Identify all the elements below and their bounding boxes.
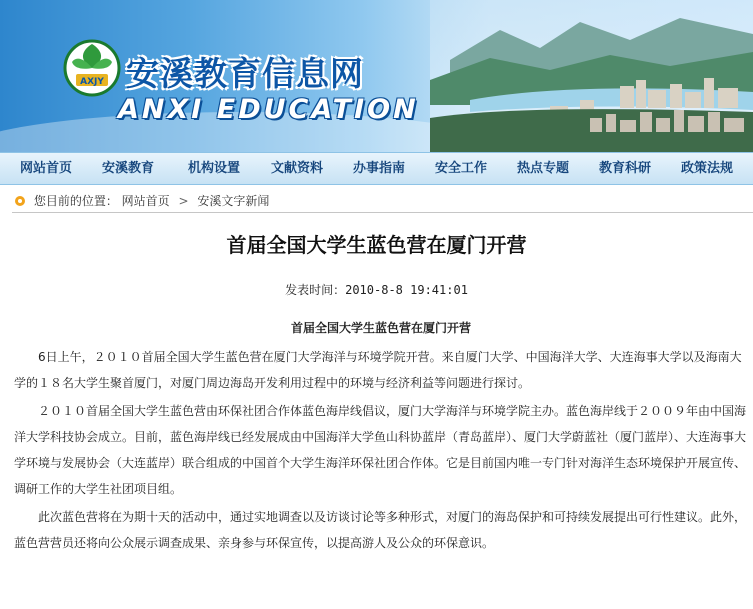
article-title: 首届全国大学生蓝色营在厦门开营 — [226, 233, 527, 257]
nav-item-documents[interactable]: 文献资料 — [270, 161, 323, 176]
site-logo-title[interactable]: 安溪教育信息网 — [126, 54, 364, 93]
nav-item-guide[interactable]: 办事指南 — [352, 161, 405, 176]
breadcrumb-home-link[interactable]: 网站首页 — [121, 194, 170, 208]
breadcrumb-prefix: 您目前的位置： — [33, 194, 118, 208]
location-bullet-icon — [14, 195, 26, 207]
site-banner — [0, 0, 753, 152]
article-paragraph: 此次蓝色营将在为期十天的活动中，通过实地调查以及访谈讨论等多种形式，对厦门的海岛保护和可持续发展提出可行性建议。此外，蓝色营营员还将向公众展示调查成果、亲身参与环保宣传，以提高游人及公众的环保意识。 — [14, 510, 747, 550]
nav-item-home[interactable]: 网站首页 — [19, 161, 72, 176]
site-logo-english: ANXI EDUCATION — [118, 94, 419, 125]
city-scenery-image — [430, 0, 753, 152]
publish-time-label: 发表时间： — [285, 283, 346, 297]
article-body — [14, 318, 748, 558]
svg-text:AXJY: AXJY — [80, 77, 104, 87]
breadcrumb — [14, 192, 269, 208]
nav-item-hot-topics[interactable]: 热点专题 — [516, 161, 569, 176]
main-nav — [0, 152, 753, 185]
publish-time — [0, 281, 753, 298]
article-subtitle: 首届全国大学生蓝色营在厦门开营 — [290, 321, 471, 335]
publish-time-value: 2010-8-8 19:41:01 — [345, 283, 468, 297]
breadcrumb-section-link[interactable]: 安溪文字新闻 — [197, 194, 270, 208]
nav-item-research[interactable]: 教育科研 — [598, 161, 651, 176]
nav-item-policy[interactable]: 政策法规 — [680, 161, 733, 176]
breadcrumb-separator: > — [178, 193, 189, 208]
logo-emblem-icon — [62, 34, 122, 100]
breadcrumb-divider — [12, 212, 753, 213]
article-paragraph: 6日上午，２０１０首届全国大学生蓝色营在厦门大学海洋与环境学院开营。来自厦门大学、中国海洋大学、大连海事大学以及海南大学的１８名大学生聚首厦门，对厦门周边海岛开发利用过程中的环境与经济利益等问题进行探讨。 — [14, 350, 742, 390]
nav-item-anxi-edu[interactable]: 安溪教育 — [101, 161, 154, 176]
nav-item-org[interactable]: 机构设置 — [187, 161, 240, 176]
nav-item-safety[interactable]: 安全工作 — [434, 161, 487, 176]
article-paragraph: ２０１０首届全国大学生蓝色营由环保社团合作体蓝色海岸线倡议，厦门大学海洋与环境学院主办。蓝色海岸线于２００９年由中国海洋大学科技协会成立。目前，蓝色海岸线已经发展成由中国海洋大学鱼山科协蓝岸（青岛蓝岸）、厦门大学蔚蓝社（厦门蓝岸）、大连海事大学环境与发展协会（大连蓝岸）联合组成的中国首个大学生海洋环保社团合作体。它是目前国内唯一专门针对海洋生态环境保护开展宣传、调研工作的大学生社团项目组。 — [14, 404, 747, 496]
